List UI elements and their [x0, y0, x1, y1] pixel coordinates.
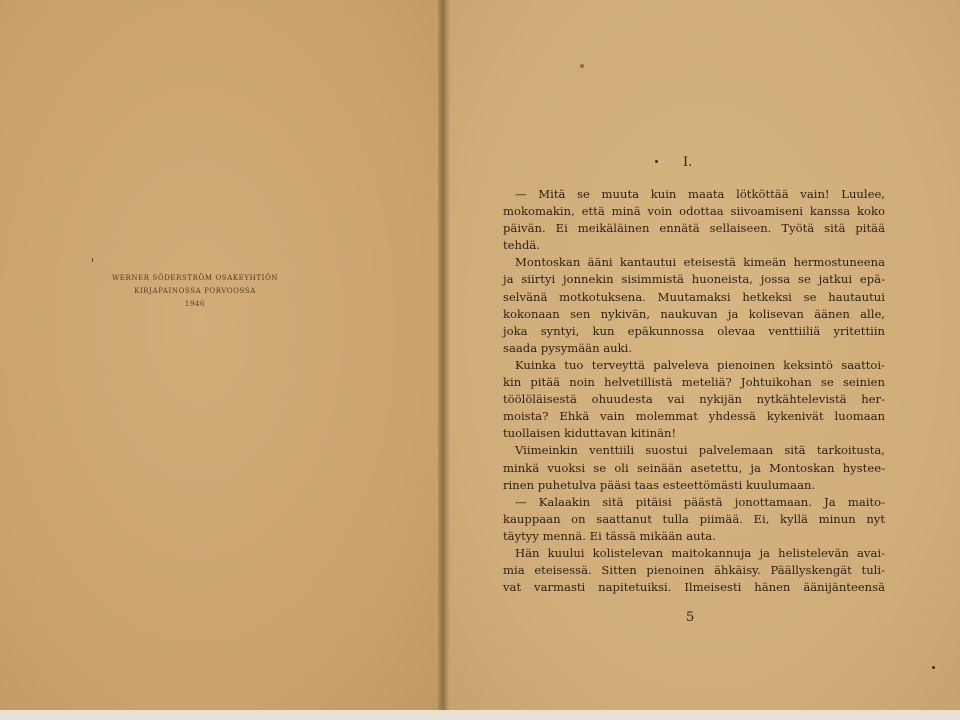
text-line: minkä vuoksi se oli seinään asetettu, ja Montoskan hystee-	[503, 460, 885, 475]
text-line: päivän. Ei meikäläinen ennätä sellaiseen. Työtä sitä pitää	[503, 221, 885, 236]
text-line: kauppaan on saattanut tulla piimää. Ei, kyllä minun nyt	[503, 511, 885, 526]
paper-speck	[92, 258, 93, 262]
text-line: töölöläisestä ohuudesta vai nykijän nytkähtelevistä her-	[503, 392, 885, 407]
text-line: — Mitä se muuta kuin maata lötköttää vain! Luulee,	[515, 187, 885, 201]
text-line: — Kalaakin sitä pitäisi päästä jonottamaan. Ja maito-	[515, 494, 885, 509]
body-text	[503, 186, 885, 596]
text-line: mia eteisessä. Sitten pienoinen ähkäisy. Päällyskengät tuli-	[503, 563, 885, 578]
text-line: Viimeinkin venttiili suostui palvelemaan sitä tarkoitusta,	[515, 443, 885, 458]
left-page	[0, 0, 442, 718]
text-line: rinen puhetulva pääsi taas esteettömästi kuulumaan.	[503, 477, 816, 492]
text-line: selvänä motkotuksena. Muutamaksi hetkeksi se hautautui	[503, 289, 885, 304]
text-line: tuollaisen kiduttavan kitinän!	[503, 426, 677, 441]
text-line: täytyy mennä. Ei tässä mikään auta.	[503, 528, 716, 543]
text-line: tehdä.	[503, 238, 541, 253]
page-number: 5	[686, 610, 695, 625]
book-gutter	[438, 0, 450, 720]
text-line: Kuinka tuo terveyttä palveleva pienoinen keksintö saattoi-	[515, 357, 885, 372]
chapter-dot	[655, 160, 658, 163]
imprint-line-1: WERNER SÖDERSTRÖM OSAKEYHTIÖN	[111, 274, 279, 282]
paper-speck	[932, 666, 935, 669]
paper-speck	[580, 64, 584, 68]
table-surface	[0, 710, 960, 720]
text-line: vat varmasti napitetuiksi. Ilmeisesti hänen äänijänteensä	[503, 580, 885, 595]
text-line: kin pitää noin helvetillistä meteliä? Johtuikohan se seinien	[503, 375, 885, 390]
text-line: kokonaan sen nykivän, naukuvan ja kolisevan äänen alle,	[503, 306, 885, 321]
text-line: saada pysymään auki.	[503, 340, 633, 355]
imprint-line-2: KIRJAPAINOSSA PORVOOSSA	[134, 287, 256, 295]
text-line: ja siirtyi jonnekin sisimmistä huoneista, jossa se jatkui epä-	[503, 272, 885, 287]
imprint-year: 1946	[184, 300, 206, 308]
text-line: Hän kuului kolistelevan maitokannuja ja helistelevän avai-	[515, 545, 885, 560]
text-line: Montoskan ääni kantautui eteisestä kimeän hermostuneena	[515, 255, 885, 270]
text-line: moista? Ehkä vain molemmat yhdessä kykenivät luomaan	[503, 409, 885, 424]
chapter-heading: I.	[683, 155, 693, 170]
text-line: mokomakin, että minä voin odottaa siivoamiseni kanssa koko	[503, 204, 885, 219]
text-line: joka syntyi, kun epäkunnossa olevaa venttiiliä yritettiin	[503, 323, 885, 338]
printer-imprint	[95, 272, 295, 311]
